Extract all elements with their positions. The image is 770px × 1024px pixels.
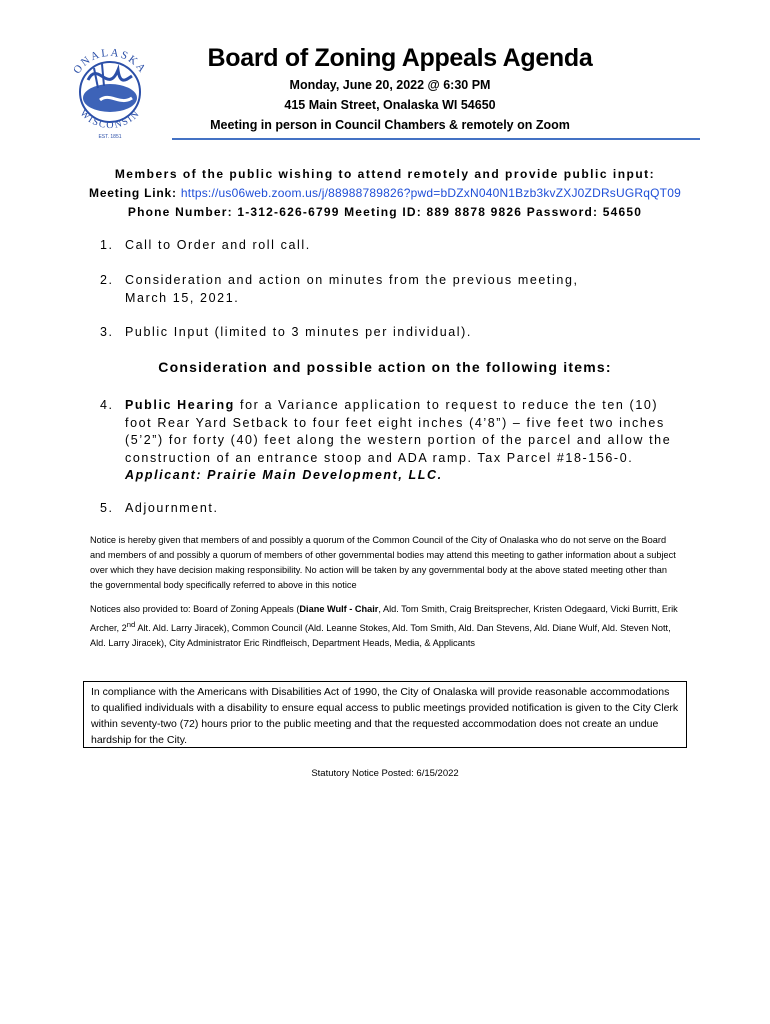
item-number: 2. bbox=[100, 273, 114, 287]
item-number: 3. bbox=[100, 325, 114, 339]
applicant-line: Applicant: Prairie Main Development, LLC. bbox=[125, 468, 443, 482]
meeting-date: Monday, June 20, 2022 @ 6:30 PM bbox=[289, 78, 491, 92]
meeting-mode: Meeting in person in Council Chambers & remotely on Zoom bbox=[210, 118, 570, 132]
public-hearing-label: Public Hearing bbox=[125, 398, 235, 412]
item-text: Call to Order and roll call. bbox=[125, 238, 311, 252]
header-divider bbox=[172, 138, 700, 140]
item-text: Public Input (limited to 3 minutes per individual). bbox=[125, 325, 473, 339]
logo-top-text: ONALASKA bbox=[71, 46, 149, 77]
meeting-link[interactable]: https://us06web.zoom.us/j/88988789826?pwd=bDZxN040N1Bzb3kvZXJ0ZDRsUGRqQT09 bbox=[180, 186, 681, 200]
page-title: Board of Zoning Appeals Agenda bbox=[207, 44, 593, 72]
logo-est-text: EST. 1851 bbox=[98, 134, 122, 140]
ordinal-sup: nd bbox=[126, 620, 136, 629]
ada-notice-box: In compliance with the Americans with Disabilities Act of 1990, the City of Onalaska will provide reasonable accommodations to qualified individuals with a disability to ensure equal access to public meetings provided notification is given to the City Clerk within seventy-two (72) hours prior to the public meeting and that the requested accommodation does not create an undue hardship for the City. bbox=[83, 681, 687, 748]
item-text: Consideration and action on minutes from the previous meeting, March 15, 2021. bbox=[125, 273, 579, 305]
item-number: 5. bbox=[100, 501, 114, 515]
item-number: 4. bbox=[100, 398, 114, 412]
notices-pre: Notices also provided to: Board of Zoning Appeals ( bbox=[90, 604, 300, 614]
phone-line: Phone Number: 1-312-626-6799 Meeting ID: 889 8878 9826 Password: 54650 bbox=[127, 205, 643, 219]
quorum-notice: Notice is hereby given that members of and possibly a quorum of the Common Council of the City of Onalaska who do not serve on the Board and members of and possibly a quorum of members of other governmental bodies may attend this meeting to gather information about a subject over which they have decision making responsibility. No action will be taken by any governmental body at the above stated meeting other than the governmental body specifically referred to above in this notice bbox=[90, 535, 676, 590]
meeting-link-label: Meeting Link: bbox=[89, 186, 177, 200]
notices-post: Alt. Ald. Larry Jiracek), Common Council (Ald. Leanne Stokes, Ald. Tom Smith, Ald. Dan Stevens, Ald. Diane Wulf, Ald. Steven Nott, Ald. Larry Jiracek), City Administrator Eric Rindfleisch, Department Heads, Media, & Applicants bbox=[90, 623, 671, 649]
item-number: 1. bbox=[100, 238, 114, 252]
remote-intro: Members of the public wishing to attend remotely and provide public input: bbox=[114, 167, 656, 181]
item-text: Adjournment. bbox=[125, 501, 219, 515]
meeting-address: 415 Main Street, Onalaska WI 54650 bbox=[284, 98, 496, 112]
item-text bbox=[125, 397, 685, 485]
notices-mid: , Ald. Tom Smith, Craig Breitsprecher, Kristen Odegaard, Vicki Burritt, Erik Archer, 2 bbox=[90, 604, 678, 634]
logo-bottom-text: WISCONSIN bbox=[77, 107, 143, 132]
statutory-notice-posted: Statutory Notice Posted: 6/15/2022 bbox=[311, 768, 459, 779]
variance-description: for a Variance application to request to reduce the ten (10) foot Rear Yard Setback to four feet eight inches (4’8”) – five feet two inches (5’2”) for forty (40) feet along the western portion of the parcel and allow the construction of an entrance stoop and ADA ramp. Tax Parcel #18-156-0. bbox=[125, 398, 672, 465]
notices-provided bbox=[90, 602, 680, 651]
meeting-link-line bbox=[0, 186, 770, 200]
section-heading: Consideration and possible action on the following items: bbox=[158, 359, 612, 375]
chair-name: Diane Wulf - Chair bbox=[299, 604, 379, 614]
